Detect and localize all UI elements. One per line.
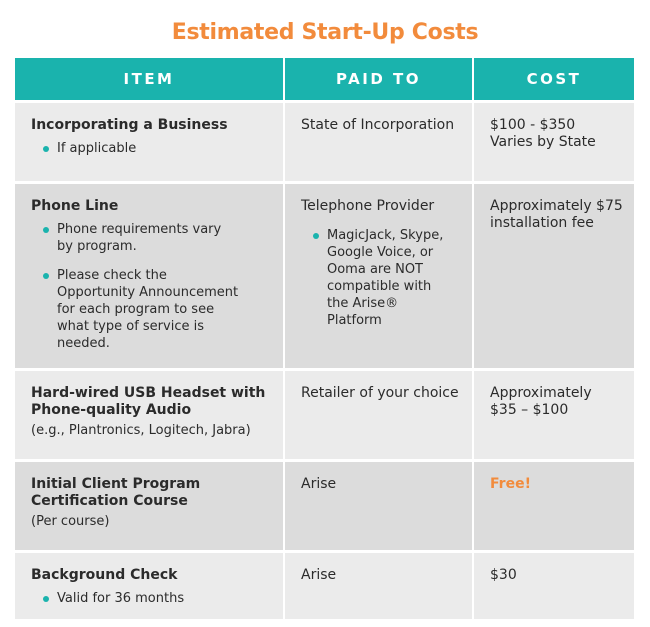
bullet-item: If applicable [43,140,271,157]
paid-to-cell [284,370,473,461]
column-header-cost: COST [473,58,634,102]
item-title: Background Check [31,567,178,583]
column-header-paid-to: PAID TO [284,58,473,102]
page-title: Estimated Start-Up Costs [171,20,479,45]
item-bullets [31,590,271,607]
cost-text: $30 [490,567,517,583]
item-cell [15,552,284,620]
item-cell [15,370,284,461]
cost-cell [473,461,634,552]
item-subtext: (Per course) [31,514,110,529]
paid-to-cell [284,183,473,370]
paid-to-text: State of Incorporation [301,117,455,133]
item-bullets [31,140,271,157]
table-row [15,552,634,620]
bullet-item: MagicJack, Skype, Google Voice, or Ooma are NOT compatible with the Arise® Platform [313,227,455,329]
cost-free-text: Free! [490,476,531,492]
item-cell [15,102,284,183]
paid-to-text: Arise [301,567,337,583]
start-up-costs-table [15,58,634,619]
table-row [15,183,634,370]
cost-cell [473,370,634,461]
item-title: Hard-wired USB Headset with Phone-quality Audio [31,385,266,418]
item-title: Initial Client Program Certification Course [31,476,201,509]
cost-cell [473,102,634,183]
item-title: Phone Line [31,198,119,214]
bullet-item: Please check the Opportunity Announcement for each program to see what type of service is needed. [43,267,247,352]
paid-to-bullets [301,227,460,329]
cost-cell [473,183,634,370]
table-row [15,461,634,552]
item-cell [15,183,284,370]
table-row [15,102,634,183]
column-header-item: ITEM [15,58,284,102]
paid-to-cell [284,552,473,620]
paid-to-cell [284,461,473,552]
cost-text: $100 - $350 Varies by State [490,117,596,150]
cost-text: Approximately $75 installation fee [490,198,623,231]
item-subtext: (e.g., Plantronics, Logitech, Jabra) [31,423,251,438]
bullet-item: Phone requirements vary by program. [43,221,227,255]
cost-cell [473,552,634,620]
table-header-row [15,58,634,102]
bullet-item: Valid for 36 months [43,590,271,607]
item-cell [15,461,284,552]
paid-to-cell [284,102,473,183]
paid-to-text: Telephone Provider [301,198,435,214]
paid-to-text: Arise [301,476,337,492]
paid-to-text: Retailer of your choice [301,385,459,401]
cost-text: Approximately $35 – $100 [490,385,592,418]
item-bullets [31,221,271,352]
item-title: Incorporating a Business [31,117,228,133]
table-row [15,370,634,461]
